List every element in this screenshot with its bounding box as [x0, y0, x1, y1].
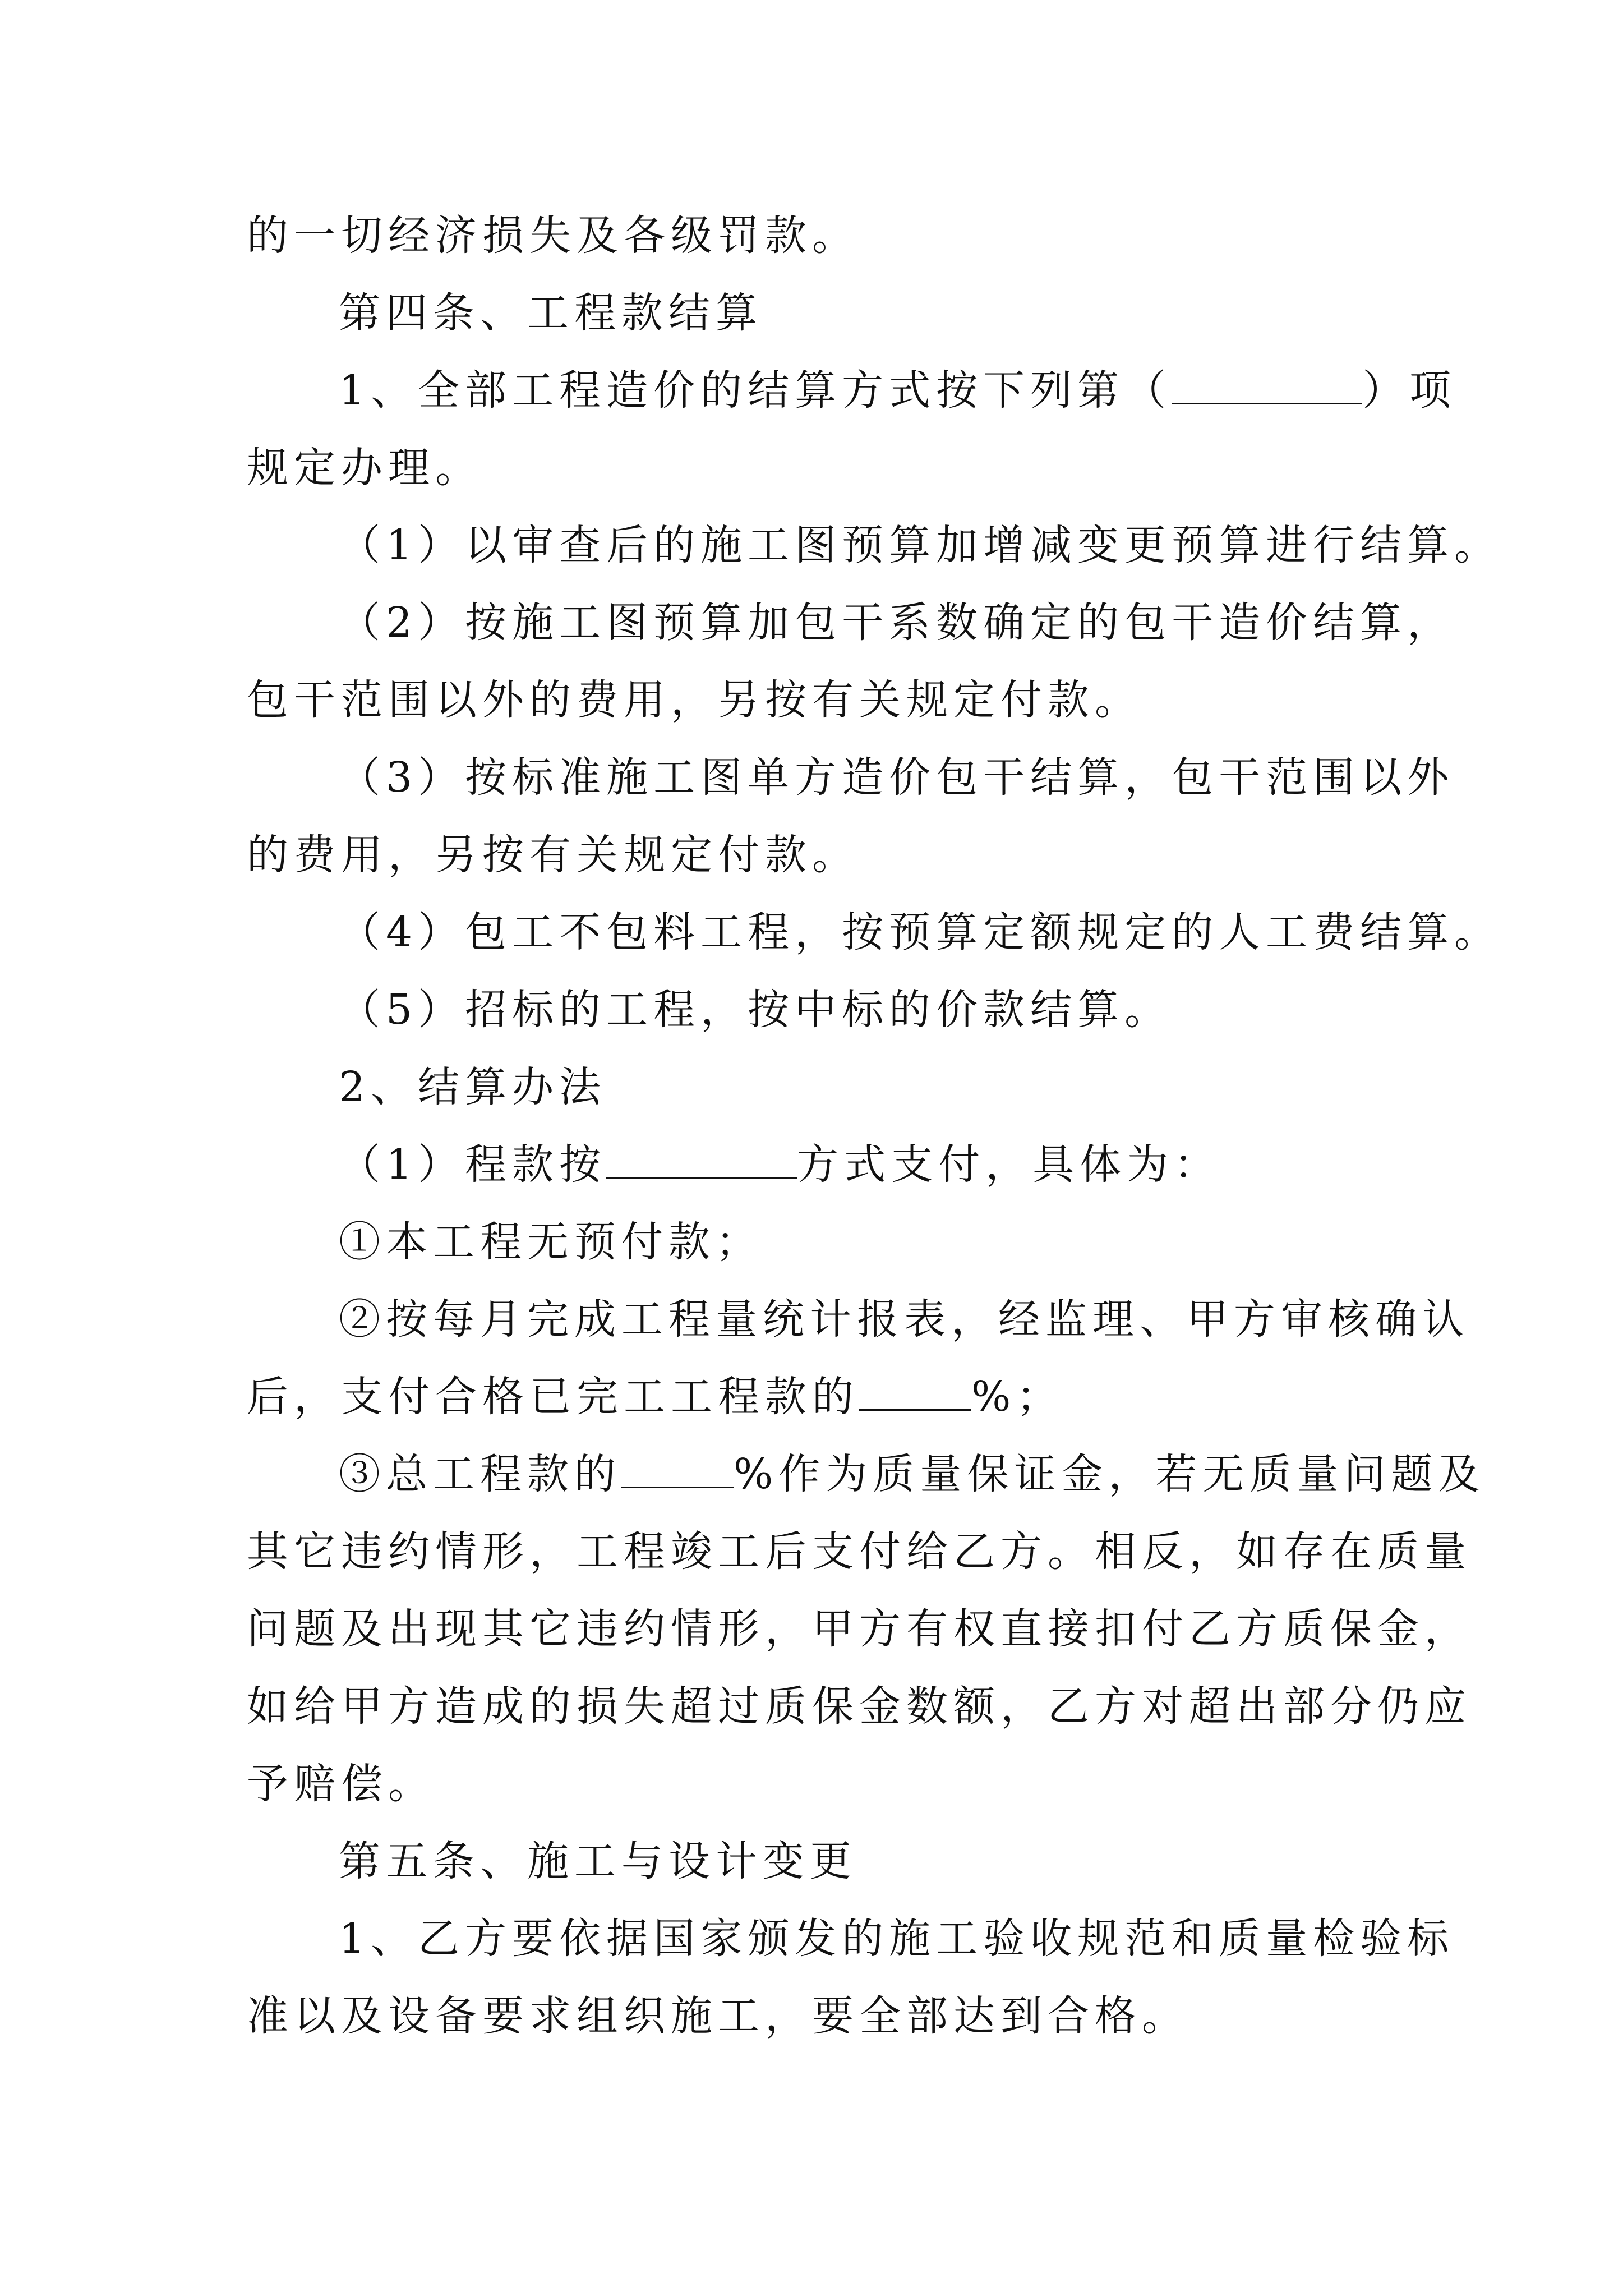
item-3-line-cont-1: [247, 1525, 1472, 1579]
construction-standard-text-cont: 准以及设备要求组织施工，要全部达到合格。: [247, 1992, 1189, 2040]
item-1-text: ①本工程无预付款；: [339, 1218, 763, 1266]
payment-percent-blank[interactable]: [859, 1374, 971, 1411]
settlement-method-line: [339, 364, 1456, 417]
article-5-heading: [339, 1834, 857, 1888]
article-4-heading-text: 第四条、工程款结算: [339, 289, 763, 337]
construction-standard-text: 1、乙方要依据国家颁发的施工验收规范和质量检验标: [339, 1915, 1455, 1963]
item-2-line-cont: [247, 1370, 1063, 1424]
option-4-line: [339, 905, 1501, 959]
item-2-line: [339, 1292, 1469, 1346]
option-5-line: [339, 983, 1172, 1037]
option-3-text: （3）按标准施工图单方造价包干结算，包干范围以外: [339, 753, 1455, 802]
settlement-approach-heading-text: 2、结算办法: [339, 1063, 607, 1111]
item-3-line-cont-3: [247, 1680, 1472, 1733]
item-3-text-suffix: %作为质量保证金，若无质量问题及: [734, 1450, 1486, 1498]
option-2-line-cont: [247, 673, 1142, 727]
payment-method-suffix: 方式支付，具体为：: [797, 1140, 1221, 1189]
item-3-text-cont-4: 予赔偿。: [247, 1760, 435, 1808]
item-2-text: ②按每月完成工程量统计报表，经监理、甲方审核确认: [339, 1295, 1469, 1343]
item-3-line: [339, 1447, 1485, 1501]
retention-percent-blank[interactable]: [621, 1451, 734, 1488]
option-1-text: （1）以审查后的施工图预算加增减变更预算进行结算。: [339, 521, 1502, 569]
article-4-heading: [339, 286, 763, 340]
construction-standard-line-cont: [247, 1989, 1189, 2043]
construction-standard-line: [339, 1912, 1454, 1966]
item-3-text: ③总工程款的: [339, 1450, 621, 1498]
option-1-line: [339, 518, 1501, 572]
item-3-line-cont-4: [247, 1757, 435, 1811]
option-3-line-cont: [247, 828, 859, 882]
item-3-text-cont-3: 如给甲方造成的损失超过质保金数额，乙方对超出部分仍应: [247, 1682, 1472, 1731]
item-3-line-cont-2: [247, 1602, 1472, 1656]
settlement-approach-heading: [339, 1060, 606, 1114]
settlement-method-suffix: ）项: [1362, 366, 1457, 415]
item-3-text-cont-2: 问题及出现其它违约情形，甲方有权直接扣付乙方质保金，: [247, 1605, 1472, 1653]
payment-method-line: [339, 1138, 1221, 1191]
option-2-line: [339, 596, 1454, 650]
option-3-text-cont: 的费用，另按有关规定付款。: [247, 831, 859, 879]
article-5-heading-text: 第五条、施工与设计变更: [339, 1837, 857, 1885]
payment-method-text: （1）程款按: [339, 1140, 607, 1189]
settlement-option-blank[interactable]: [1172, 367, 1362, 404]
text-line-4-content: 规定办理。: [247, 444, 482, 492]
option-5-text: （5）招标的工程，按中标的价款结算。: [339, 986, 1172, 1034]
item-2-percent-suffix: %；: [971, 1373, 1064, 1421]
item-1-line: [339, 1215, 763, 1269]
option-2-text: （2）按施工图预算加包干系数确定的包干造价结算，: [339, 599, 1455, 647]
settlement-method-text: 1、全部工程造价的结算方式按下列第（: [339, 366, 1172, 415]
item-3-text-cont-1: 其它违约情形，工程竣工后支付给乙方。相反，如存在质量: [247, 1527, 1472, 1576]
payment-method-blank[interactable]: [606, 1142, 797, 1179]
option-4-text: （4）包工不包料工程，按预算定额规定的人工费结算。: [339, 908, 1502, 956]
text-line-1: [247, 209, 859, 263]
text-line-4: [247, 441, 482, 495]
option-3-line: [339, 751, 1454, 804]
option-2-text-cont: 包干范围以外的费用，另按有关规定付款。: [247, 676, 1142, 724]
text-line-1-content: 的一切经济损失及各级罚款。: [247, 211, 859, 260]
item-2-text-cont: 后，支付合格已完工工程款的: [247, 1373, 859, 1421]
